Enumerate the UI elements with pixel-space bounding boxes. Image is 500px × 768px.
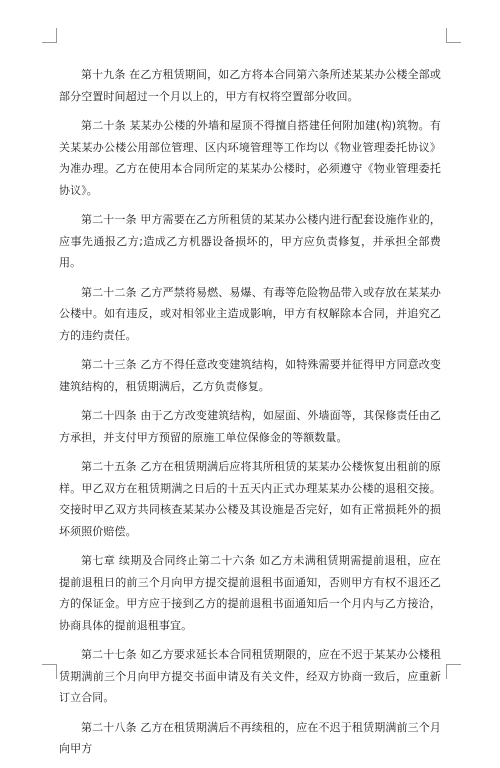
article-24: 第二十四条 由于乙方改变建筑结构，如屋面、外墙面等，其保修责任由乙方承担，并支付甲方预留的原施工单位保修金的等额数量。 [59,409,441,444]
crop-mark-bottom-left [42,664,57,679]
crop-mark-top-left [42,28,57,43]
article-25: 第二十五条 乙方在租赁期满后应将其所租赁的某某办公楼恢复出租前的原样。甲乙双方在租赁期满之日后的十五天内正式办理某某办公楼的退租交接。交接时甲乙双方共同核查某某办公楼及其设施是否完好，如有正常损耗外的损坏须照价赔偿。 [59,460,441,538]
crop-mark-top-right [446,28,461,43]
article-27: 第二十七条 如乙方要求延长本合同租赁期限的，应在不迟于某某办公楼租赁期满前三个月向甲方提交书面申请及有关文件，经双方协商一致后，应重新订立合同。 [59,648,441,704]
article-28: 第二十八条 乙方在租赁期满后不再续租的，应在不迟于租赁期满前三个月向甲方 [59,720,441,755]
article-22: 第二十二条 乙方严禁将易燃、易爆、有毒等危险物品带入或存放在某某办公楼中。如有违反，或对相邻业主造成影响，甲方有权解除本合同，并追究乙方的违约责任。 [59,285,441,342]
crop-mark-bottom-right [446,664,461,679]
article-21: 第二十一条 甲方需要在乙方所租赁的某某办公楼内进行配套设施作业的，应事先通报乙方;造成乙方机器设备损坏的，甲方应负责修复，并承担全部费用。 [59,213,441,269]
chapter-7-article-26: 第七章 续期及合同终止第二十六条 如乙方未满租赁期需提前退租，应在提前退租日的前三个月向甲方提交提前退租书面通知，否则甲方有权不退还乙方的保证金。甲方应于接到乙方的提前退租书面通知后一个月内与乙方接洽，协商具体的提前退租事宜。 [59,554,441,632]
article-23: 第二十三条 乙方不得任意改变建筑结构，如特殊需要并征得甲方同意改变建筑结构的，租赁期满后，乙方负责修复。 [59,358,441,393]
document-body [59,64,441,768]
article-19: 第十九条 在乙方租赁期间，如乙方将本合同第六条所述某某办公楼全部或部分空置时间超过一个月以上的，甲方有权将空置部分收回。 [59,68,441,103]
article-20: 第二十条 某某办公楼的外墙和屋顶不得擅自搭建任何附加建(构)筑物。有关某某办公楼公用部位管理、区内环境管理等工作均以《物业管理委托协议》为准办理。乙方在使用本合同所定的某某办公楼时，必须遵守《物业管理委托协议》。 [59,119,441,197]
